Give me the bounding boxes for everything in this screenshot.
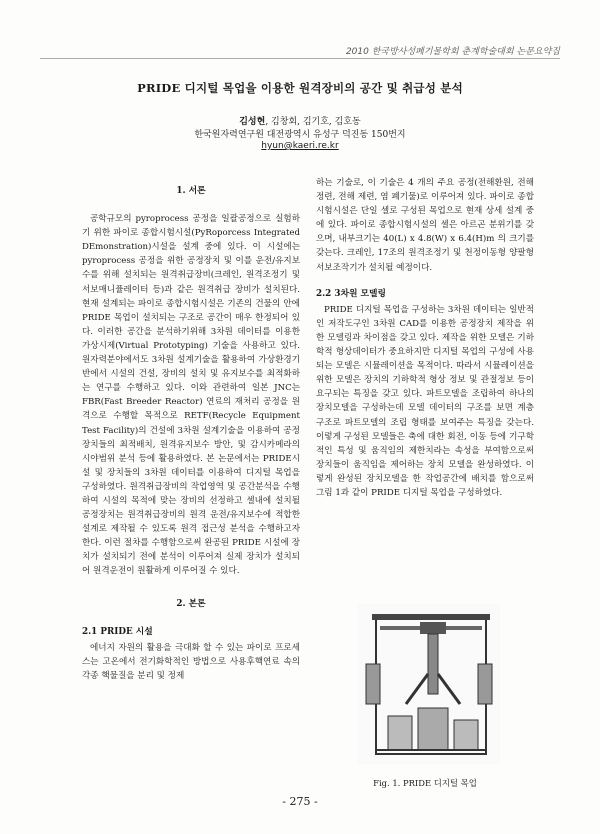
- modeling-paragraph: PRIDE 디지털 목업을 구성하는 3차원 데이터는 일반적인 저작도구인 3차원 CAD를 이용한 공정장치 제작을 위한 모델링과 차이점을 갖고 있다. 제작을 위한 모델은 기하학적 형상데이터가 중요하지만 디지털 목업의 구성에 사용되는 모델은 시뮬레이션을 목적이다. 따라서 시뮬레이션을 위한 모델은 장치의 기하학적 형상 정보 및 관절정보 등이 요구되는 특징을 갖고 있다. 파트모델을 조립하여 하나의 장치모델을 구성하는데 모델 데이터의 구조를 보면 계층 구조로 파트모델의 조립 형태를 보여주는 특징을 갖는다. 이렇게 구성된 모델들은 축에 대한 회전, 이동 등에 기구학적인 특성 및 움직임의 제한치라는 속성을 부여함으로써 장치들이 움직임을 제어하는 장치 모델을 완성하였다. 이렇게 완성된 장치모델을 한 작업공간에 배치를 함으로써 그림 1과 같이 PRIDE 디지털 목업을 구성하였다.: [316, 304, 534, 498]
- author-email[interactable]: [0, 141, 600, 151]
- process-unit-2: [418, 708, 448, 750]
- header-rule: [40, 58, 560, 59]
- paper-title: PRIDE 디지털 목업을 이용한 원격장비의 공간 및 취급성 분석: [137, 81, 463, 95]
- left-manipulator: [366, 664, 380, 704]
- author-list: [0, 114, 600, 127]
- crane-trolley: [420, 622, 446, 634]
- subsection-heading-modeling: 2.2 3차원 모델링: [316, 288, 387, 299]
- figure-caption: Fig. 1. PRIDE 디지털 목업: [373, 778, 477, 788]
- email-link[interactable]: hyun@kaeri.re.kr: [261, 141, 339, 151]
- right-column: [316, 176, 534, 500]
- page-number: - 275 -: [282, 795, 318, 808]
- affiliation: 한국원자력연구원 대전광역시 유성구 덕진동 150번지: [194, 130, 406, 140]
- right-manipulator: [478, 664, 492, 704]
- running-header: 2010 한국방사성폐기물학회 춘계학술대회 논문요약집: [345, 47, 560, 57]
- facility-paragraph-continued: 하는 기술로, 이 기술은 4 개의 주요 공정(전해환원, 전해정련, 전해 제련, 염 폐기물)로 이루어져 있다. 파이로 종합시험시설은 단일 셀로 구성된 목업으로 현재 상세 설계 중에 있다. 파이로 종합시험시설의 셀은 아르곤 분위기를 갖으며, 내부크기는 40(L) x 4.8(W) x 6.4(H)m 의 크기를 갖는다. 크레인, 17조의 원격조정기 및 천정이동형 양팔형 서보조작기가 설치될 예정이다.: [316, 178, 534, 273]
- figure-digital-mockup: [358, 604, 500, 764]
- subsection-heading-facility: 2.1 PRIDE 시설: [82, 626, 153, 637]
- section-heading-intro: 1. 서론: [176, 186, 206, 196]
- facility-paragraph: 에너지 자원의 활용을 극대화 할 수 있는 파이로 프로세스는 고온에서 전기화학적인 방법으로 사용후핵연료 속의 각종 핵물질을 분리 및 정제: [82, 642, 300, 681]
- servo-mast: [428, 634, 438, 694]
- intro-paragraph: 공학규모의 pyroprocess 공정을 일괄공정으로 실험하기 위한 파이로 종합시험시설(PyRoporcess Integrated DEmonstration)시설을 설계 중에 있다. 이 시설에는 pyroprocess 공정을 위한 공정장치 및 이를 운전/유지보수를 위해 설치되는 원격취급장비(크레인, 원격조정기 및 서보매니퓰레이터 등)과 같은 원격취급 장비가 설치된다. 현재 설계되는 파이로 종합시험시설은 기존의 건물의 안에 PRIDE 목업이 설치되는 구조로 공간이 매우 한정되어 있다. 이러한 공간을 분석하기위해 3차원 데이터를 이용한 가상시제(Virtual Prototyping) 기술을 사용하고 있다. 원자력분야에서도 3차원 설계기술을 활용하여 가상환경기반에서 시설의 건설, 장비의 설치 및 유지보수를 최적화하는 연구를 수행하고 있다. 이와 관련하여 일본 JNC는 FBR(Fast Breeder Reactor) 연료의 재처리 공정을 원격으로 수행할 목적으로 RETF(Recycle Equipment Test Facility)의 건설에 3차원 설계기술을 이용하여 공정장치들의 최적배치, 원격유지보수 방안, 및 감시카메라의 시야범위 분석 등에 활용하였다. 본 논문에서는 PRIDE시설 및 장치들의 3차원 데이터를 이용하여 디지털 목업을 구성하였다. 원격취급장비의 작업영역 및 공간분석을 수행하여 시설의 목적에 맞는 장비의 선정하고 셀내에 설치될 공정장치는 원격취급장비의 원격 운전/유지보수에 적합한 설계로 제작될 수 있도록 원격 접근성 분석을 수행하고자 한다. 이런 절차를 수행함으로써 완공된 PRIDE 시설에 장치가 설치되기 전에 분석이 이루어져 실제 장치가 설치되어 원격운전이 원활하게 이루어질 수 있다.: [82, 214, 300, 577]
- co-authors: , 김창회, 김기호, 김호동: [265, 117, 361, 127]
- roof-beam: [372, 614, 490, 620]
- lead-author: 김성현: [239, 117, 266, 127]
- left-column: [82, 176, 300, 683]
- section-heading-body: 2. 본론: [176, 598, 206, 609]
- process-unit-3: [454, 720, 478, 750]
- process-unit-1: [388, 716, 412, 750]
